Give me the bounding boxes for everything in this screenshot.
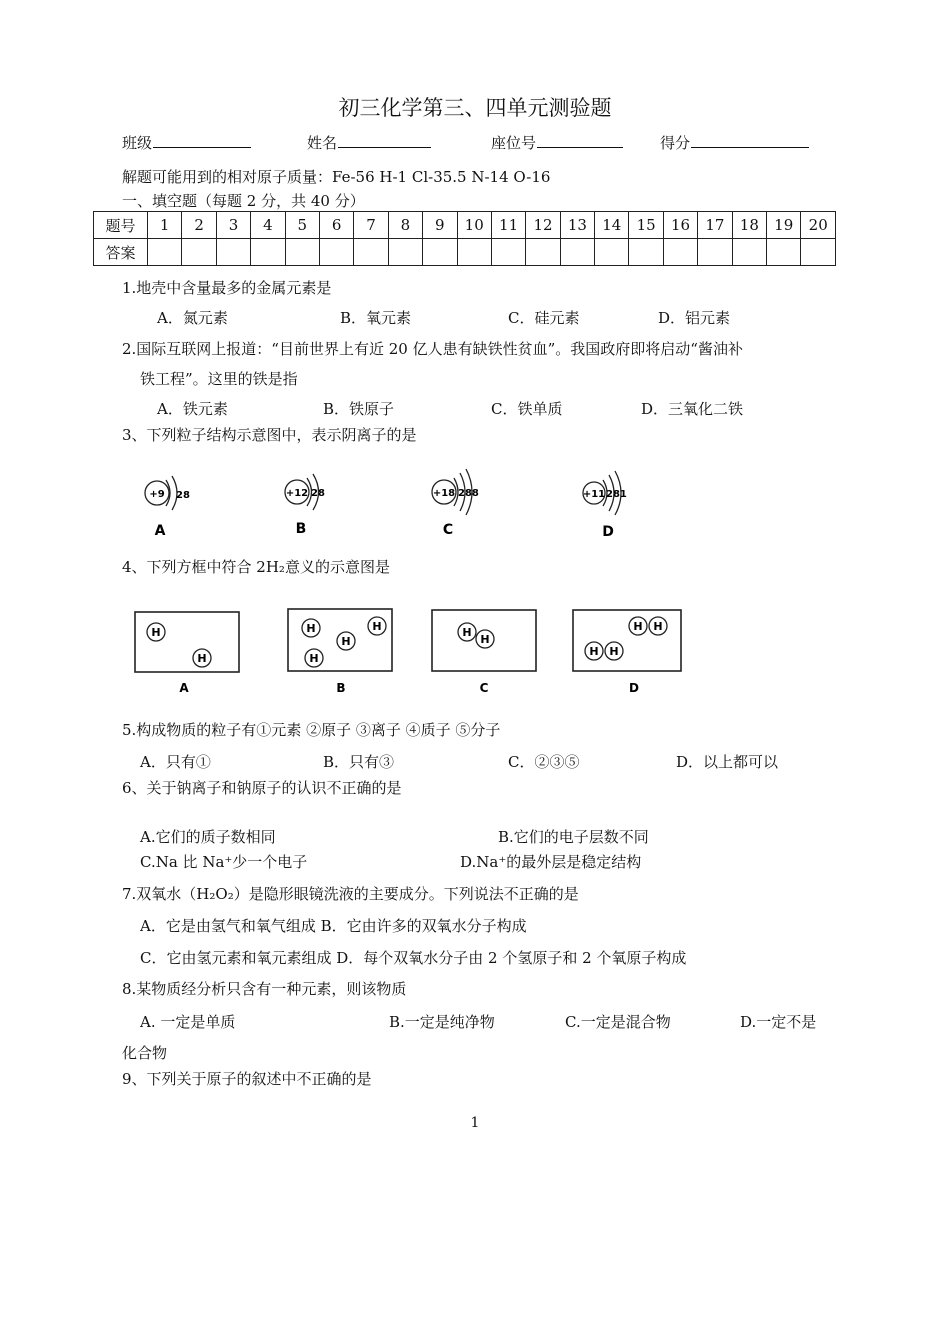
- answer-row: [94, 239, 836, 266]
- answer-cell[interactable]: [148, 239, 182, 266]
- question-number: 13: [560, 212, 594, 239]
- question-number: 17: [698, 212, 732, 239]
- page-title: 初三化学第三、四单元测验题: [338, 96, 612, 120]
- atomic-mass-note: 解题可能用到的相对原子质量：Fe-56 H-1 Cl-35.5 N-14 O-16: [122, 168, 551, 186]
- atom-symbol: H: [341, 635, 351, 648]
- name-field[interactable]: [307, 132, 431, 153]
- q6-option-a[interactable]: A.它们的质子数相同: [140, 828, 276, 846]
- molecule-box-d[interactable]: [573, 610, 681, 695]
- q7-stem: 7.双氧水（H₂O₂）是隐形眼镜洗液的主要成分。下列说法不正确的是: [122, 885, 579, 903]
- electron-counts: 28: [176, 490, 190, 501]
- question-number: 16: [663, 212, 697, 239]
- question-number: 8: [388, 212, 422, 239]
- q5-option-d[interactable]: D．以上都可以: [676, 753, 779, 771]
- q5-option-c[interactable]: C．②③⑤: [508, 753, 580, 771]
- q1-option-d[interactable]: D．铝元素: [658, 309, 731, 327]
- answer-table: [93, 211, 836, 266]
- answer-cell[interactable]: [491, 239, 525, 266]
- atom-symbol: H: [653, 620, 663, 633]
- seat-field[interactable]: [491, 132, 623, 153]
- q8-option-c[interactable]: C.一定是混合物: [565, 1013, 671, 1031]
- question-number: 9: [423, 212, 457, 239]
- seat-label: 座位号: [491, 134, 537, 152]
- answer-cell[interactable]: [182, 239, 216, 266]
- question-number: 4: [251, 212, 285, 239]
- answer-cell[interactable]: [354, 239, 388, 266]
- answer-cell[interactable]: [285, 239, 319, 266]
- page-number: 1: [470, 1115, 480, 1131]
- question-number: 5: [285, 212, 319, 239]
- molecule-box-b[interactable]: [288, 609, 392, 695]
- figure-label: D: [602, 524, 614, 540]
- box-frame: [135, 612, 239, 672]
- name-blank[interactable]: [338, 133, 431, 148]
- q5-stem: 5.构成物质的粒子有①元素 ②原子 ③离子 ④质子 ⑤分子: [122, 721, 501, 739]
- atom-symbol: H: [372, 620, 382, 633]
- answer-cell[interactable]: [698, 239, 732, 266]
- molecule-box-c[interactable]: [432, 610, 536, 695]
- q2-stem-line2: 铁工程”。这里的铁是指: [140, 370, 298, 388]
- q2-option-d[interactable]: D．三氧化二铁: [641, 400, 744, 418]
- box-label: A: [179, 681, 189, 695]
- answer-cell[interactable]: [560, 239, 594, 266]
- q1-stem: 1.地壳中含量最多的金属元素是: [122, 279, 332, 297]
- atom-symbol: H: [197, 652, 207, 665]
- question-number: 15: [629, 212, 663, 239]
- atom-symbol: H: [151, 626, 161, 639]
- answer-cell[interactable]: [732, 239, 766, 266]
- answer-cell[interactable]: [423, 239, 457, 266]
- question-number: 11: [491, 212, 525, 239]
- question-number: 20: [801, 212, 836, 239]
- atom-symbol: H: [633, 620, 643, 633]
- structure-diagram-a[interactable]: [145, 476, 190, 539]
- electron-counts: 281: [606, 489, 627, 500]
- answer-cell[interactable]: [629, 239, 663, 266]
- answer-row-header: 答案: [94, 239, 148, 266]
- q1-option-c[interactable]: C．硅元素: [508, 309, 580, 327]
- q7-options-cd[interactable]: C．它由氢元素和氧元素组成 D．每个双氧水分子由 2 个氢原子和 2 个氧原子构成: [140, 949, 687, 967]
- box-frame: [573, 610, 681, 671]
- question-number: 12: [526, 212, 560, 239]
- question-number: 19: [767, 212, 801, 239]
- q5-option-a[interactable]: A．只有①: [140, 753, 211, 771]
- box-label: B: [336, 681, 346, 695]
- answer-cell[interactable]: [767, 239, 801, 266]
- question-number: 2: [182, 212, 216, 239]
- q3-stem: 3、下列粒子结构示意图中，表示阴离子的是: [122, 426, 417, 444]
- answer-cell[interactable]: [526, 239, 560, 266]
- molecule-box-a[interactable]: [135, 612, 239, 695]
- figure-label: B: [295, 521, 307, 537]
- electron-shell-arc: [166, 480, 170, 506]
- q8-option-d-continuation: 化合物: [122, 1044, 168, 1062]
- atom-symbol: H: [309, 652, 319, 665]
- answer-cell[interactable]: [388, 239, 422, 266]
- q5-option-b[interactable]: B．只有③: [323, 753, 395, 771]
- q6-stem: 6、关于钠离子和钠原子的认识不正确的是: [122, 779, 402, 797]
- atom-symbol: H: [462, 626, 472, 639]
- electron-counts: 288: [458, 488, 479, 499]
- question-number: 10: [457, 212, 491, 239]
- score-blank[interactable]: [691, 133, 809, 148]
- q8-option-b[interactable]: B.一定是纯净物: [389, 1013, 495, 1031]
- q6-option-b[interactable]: B.它们的电子层数不同: [498, 828, 649, 846]
- answer-cell[interactable]: [319, 239, 353, 266]
- answer-cell[interactable]: [595, 239, 629, 266]
- box-label: D: [629, 681, 639, 695]
- name-label: 姓名: [307, 134, 338, 152]
- q2-option-b[interactable]: B．铁原子: [323, 400, 395, 418]
- molecule-box-diagrams: [130, 604, 690, 700]
- structure-diagram-c[interactable]: [432, 469, 479, 538]
- figure-label: C: [442, 522, 454, 538]
- number-row-header: 题号: [94, 212, 148, 239]
- nucleus-charge: +12: [285, 488, 309, 499]
- class-field[interactable]: [122, 132, 251, 153]
- answer-cell[interactable]: [663, 239, 697, 266]
- question-number: 7: [354, 212, 388, 239]
- atom-symbol: H: [589, 645, 599, 658]
- q2-stem-line1: 2.国际互联网上报道：“目前世界上有近 20 亿人患有缺铁性贫血”。我国政府即将启动“酱油补: [122, 340, 743, 358]
- nucleus-charge: +18: [432, 488, 456, 499]
- q6-option-c[interactable]: C.Na 比 Na⁺少一个电子: [140, 853, 308, 871]
- question-number: 6: [319, 212, 353, 239]
- score-field[interactable]: [660, 132, 809, 153]
- answer-cell[interactable]: [801, 239, 836, 266]
- q9-stem: 9、下列关于原子的叙述中不正确的是: [122, 1070, 372, 1088]
- box-label: C: [479, 681, 489, 695]
- nucleus-charge: +11: [582, 489, 606, 500]
- box-frame: [288, 609, 392, 671]
- section-heading: 一、填空题（每题 2 分，共 40 分）: [122, 192, 365, 210]
- q8-stem: 8.某物质经分析只含有一种元素，则该物质: [122, 980, 407, 998]
- q8-option-a[interactable]: A. 一定是单质: [140, 1013, 236, 1031]
- q8-option-d[interactable]: D.一定不是: [740, 1013, 817, 1031]
- answer-cell[interactable]: [216, 239, 250, 266]
- question-number: 3: [216, 212, 250, 239]
- number-row: [94, 212, 836, 239]
- question-number: 14: [595, 212, 629, 239]
- atom-symbol: H: [306, 622, 316, 635]
- structure-diagram-b[interactable]: [285, 474, 325, 537]
- electron-counts: 28: [311, 488, 325, 499]
- q1-option-a[interactable]: A．氮元素: [157, 309, 228, 327]
- answer-cell[interactable]: [251, 239, 285, 266]
- question-number: 18: [732, 212, 766, 239]
- atom-symbol: H: [609, 645, 619, 658]
- atom-structure-diagrams: [130, 462, 670, 544]
- answer-cell[interactable]: [457, 239, 491, 266]
- atom-symbol: H: [480, 633, 490, 646]
- class-label: 班级: [122, 134, 153, 152]
- structure-diagram-d[interactable]: [583, 471, 627, 540]
- q1-option-b[interactable]: B．氧元素: [340, 309, 412, 327]
- question-number: 1: [148, 212, 182, 239]
- q4-stem: 4、下列方框中符合 2H₂意义的示意图是: [122, 558, 390, 576]
- seat-blank[interactable]: [537, 133, 623, 148]
- nucleus-charge: +9: [149, 489, 165, 500]
- score-label: 得分: [660, 134, 691, 152]
- q2-option-c[interactable]: C．铁单质: [491, 400, 563, 418]
- q2-option-a[interactable]: A．铁元素: [157, 400, 228, 418]
- q7-options-ab[interactable]: A．它是由氢气和氧气组成 B．它由许多的双氧水分子构成: [140, 917, 527, 935]
- q6-option-d[interactable]: D.Na⁺的最外层是稳定结构: [460, 853, 642, 871]
- class-blank[interactable]: [153, 133, 251, 148]
- figure-label: A: [154, 523, 166, 539]
